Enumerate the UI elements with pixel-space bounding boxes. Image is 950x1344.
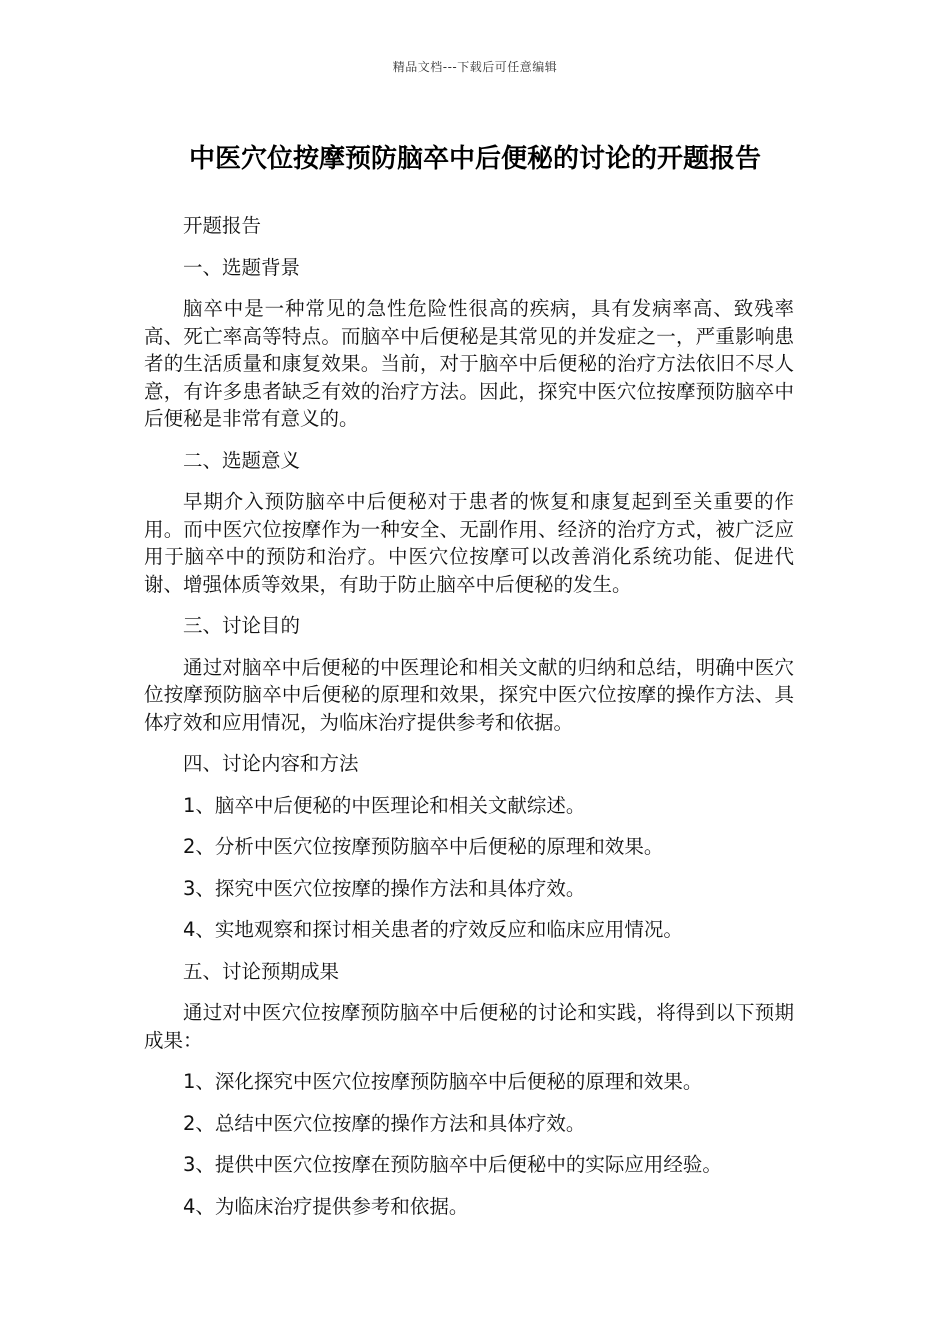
document-title: 中医穴位按摩预防脑卒中后便秘的讨论的开题报告 [188, 144, 761, 174]
paragraph-expected-results: 通过对中医穴位按摩预防脑卒中后便秘的讨论和实践，将得到以下预期成果： [144, 1001, 794, 1052]
section-heading-content-methods: 四、讨论内容和方法 [183, 752, 359, 775]
list-item: 4、为临床治疗提供参考和依据。 [183, 1194, 469, 1218]
section-heading-purpose: 三、讨论目的 [183, 614, 301, 637]
list-item: 1、脑卒中后便秘的中医理论和相关文献综述。 [183, 793, 586, 817]
paragraph-significance: 早期介入预防脑卒中后便秘对于患者的恢复和康复起到至关重要的作用。而中医穴位按摩作为一种安全、无副作用、经济的治疗方式，被广泛应用于脑卒中的预防和治疗。中医穴位按摩可以改善消化系统功能、促进代谢、增强体质等效果，有助于防止脑卒中后便秘的发生。 [144, 490, 794, 596]
list-item: 2、分析中医穴位按摩预防脑卒中后便秘的原理和效果。 [183, 835, 664, 858]
report-label: 开题报告 [183, 214, 262, 237]
list-item: 2、总结中医穴位按摩的操作方法和具体疗效。 [183, 1111, 586, 1135]
list-item: 1、深化探究中医穴位按摩预防脑卒中后便秘的原理和效果。 [183, 1070, 703, 1093]
section-heading-expected-results: 五、讨论预期成果 [183, 959, 340, 983]
paragraph-purpose: 通过对脑卒中后便秘的中医理论和相关文献的归纳和总结，明确中医穴位按摩预防脑卒中后便秘的原理和效果，探究中医穴位按摩的操作方法、具体疗效和应用情况，为临床治疗提供参考和依据。 [144, 655, 794, 734]
list-item: 3、提供中医穴位按摩在预防脑卒中后便秘中的实际应用经验。 [183, 1153, 722, 1176]
list-item: 3、探究中医穴位按摩的操作方法和具体疗效。 [183, 876, 586, 900]
paragraph-background: 脑卒中是一种常见的急性危险性很高的疾病，具有发病率高、致残率高、死亡率高等特点。而脑卒中后便秘是其常见的并发症之一，严重影响患者的生活质量和康复效果。当前，对于脑卒中后便秘的治疗方法依旧不尽人意，有许多患者缺乏有效的治疗方法。因此，探究中医穴位按摩预防脑卒中后便秘是非常有意义的。 [144, 297, 794, 430]
section-heading-significance: 二、选题意义 [183, 448, 301, 472]
header-note: 精品文档---下载后可任意编辑 [392, 60, 558, 74]
section-heading-background: 一、选题背景 [183, 255, 301, 279]
list-item: 4、实地观察和探讨相关患者的疗效反应和临床应用情况。 [183, 918, 683, 941]
document-body [144, 212, 794, 1234]
